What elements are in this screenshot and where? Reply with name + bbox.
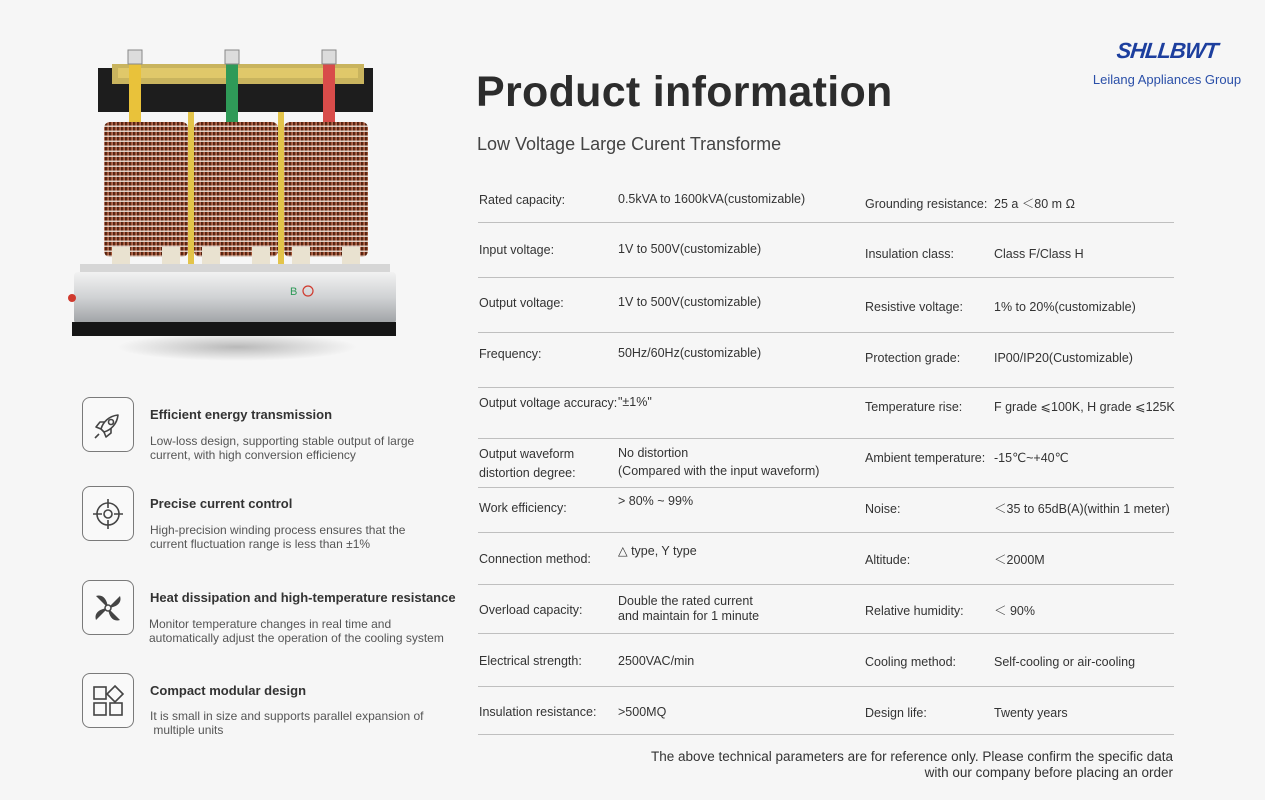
- spec-value: "±1%": [618, 395, 652, 409]
- spec-label: Relative humidity:: [865, 604, 964, 618]
- spec-value: Double the rated current and maintain for 1 minute: [618, 594, 760, 623]
- spec-value: 1V to 500V(customizable): [618, 242, 762, 256]
- spec-value: 50Hz/60Hz(customizable): [618, 346, 762, 360]
- spec-label: Overload capacity:: [479, 603, 583, 617]
- spec-value: 1V to 500V(customizable): [618, 295, 762, 309]
- feature-description: Low-loss design, supporting stable output of large current, with high conversion efficiency: [150, 434, 415, 462]
- spec-row: [478, 223, 1174, 278]
- spec-label: Electrical strength:: [479, 654, 582, 668]
- feature-title: Compact modular design: [150, 683, 307, 698]
- spec-value: 25 a ＜80 m Ω: [994, 197, 1075, 211]
- rocket-icon: [82, 397, 134, 452]
- spec-label: Grounding resistance:: [865, 197, 988, 211]
- spec-label: Output voltage:: [479, 296, 564, 310]
- spec-value: Self-cooling or air-cooling: [994, 655, 1136, 669]
- spec-value: IP00/IP20(Customizable): [994, 351, 1133, 365]
- spec-value: F grade ⩽100K, H grade ⩽125K: [994, 400, 1175, 414]
- feature-title: Heat dissipation and high-temperature resistance: [150, 590, 456, 605]
- logo-company-name: Leilang Appliances Group: [1092, 72, 1242, 87]
- spec-label: Insulation class:: [865, 247, 954, 261]
- feature-description: Monitor temperature changes in real time and automatically adjust the operation of the cooling system: [149, 617, 444, 645]
- spec-label: Ambient temperature:: [865, 451, 986, 465]
- spec-row: [478, 634, 1174, 687]
- spec-row: [478, 333, 1174, 388]
- spec-label: Frequency:: [479, 347, 542, 361]
- feature-title: Precise current control: [150, 496, 293, 511]
- spec-row: [478, 533, 1174, 585]
- modules-icon: [82, 673, 134, 728]
- spec-table: [478, 176, 1174, 735]
- page-subtitle: Low Voltage Large Curent Transforme: [477, 134, 782, 154]
- spec-label: Insulation resistance:: [479, 705, 597, 719]
- spec-value: Class F/Class H: [994, 247, 1084, 261]
- spec-label: Cooling method:: [865, 655, 957, 669]
- feature-description: It is small in size and supports parallel expansion of multiple units: [150, 709, 424, 737]
- spec-value: Twenty years: [994, 706, 1068, 720]
- spec-label: Temperature rise:: [865, 400, 963, 414]
- spec-label: Altitude:: [865, 553, 911, 567]
- spec-row: [478, 585, 1174, 634]
- logo-mark: SHLLBWT: [1115, 38, 1219, 63]
- spec-label: Connection method:: [479, 552, 591, 566]
- spec-label: Resistive voltage:: [865, 300, 963, 314]
- spec-label: Protection grade:: [865, 351, 961, 365]
- spec-row: [478, 388, 1174, 439]
- spec-row: [478, 278, 1174, 333]
- spec-label: Output waveform distortion degree:: [479, 447, 576, 480]
- spec-label: Input voltage:: [479, 243, 555, 257]
- spec-label: Work efficiency:: [479, 501, 567, 515]
- fan-icon: [82, 580, 134, 635]
- spec-value: >500MQ: [618, 705, 667, 719]
- spec-row: [478, 687, 1174, 735]
- spec-label: Output voltage accuracy:: [479, 396, 618, 410]
- spec-value: ＜2000M: [994, 553, 1045, 567]
- spec-value: ＜ 90%: [994, 604, 1035, 618]
- disclaimer-note: The above technical parameters are for reference only. Please confirm the specific data with our company before placing an order: [650, 749, 1173, 780]
- spec-value: 0.5kVA to 1600kVA(customizable): [618, 192, 806, 206]
- transformer-image: [62, 42, 407, 372]
- spec-row: [478, 439, 1174, 488]
- transformer-illustration: [62, 42, 407, 372]
- feature-description: High-precision winding process ensures that the current fluctuation range is less than ±1%: [150, 523, 406, 551]
- feature-title: Efficient energy transmission: [150, 407, 333, 422]
- page-title: Product information: [476, 68, 893, 116]
- spec-row: [478, 176, 1174, 223]
- spec-label: Rated capacity:: [479, 193, 566, 207]
- spec-value: > 80% ~ 99%: [618, 494, 694, 508]
- spec-label: Design life:: [865, 706, 927, 720]
- spec-label: Noise:: [865, 502, 901, 516]
- spec-value: -15℃~+40℃: [994, 451, 1069, 465]
- spec-value: △ type, Y type: [618, 544, 697, 558]
- spec-row: [478, 488, 1174, 533]
- spec-value: ＜35 to 65dB(A)(within 1 meter): [994, 502, 1170, 516]
- spec-value: 2500VAC/min: [618, 654, 695, 668]
- company-logo: [1087, 38, 1247, 87]
- spec-value: 1% to 20%(customizable): [994, 300, 1136, 314]
- base-marking: B: [290, 286, 298, 298]
- spec-value: No distortion (Compared with the input waveform): [618, 446, 820, 478]
- crosshair-icon: [82, 486, 134, 541]
